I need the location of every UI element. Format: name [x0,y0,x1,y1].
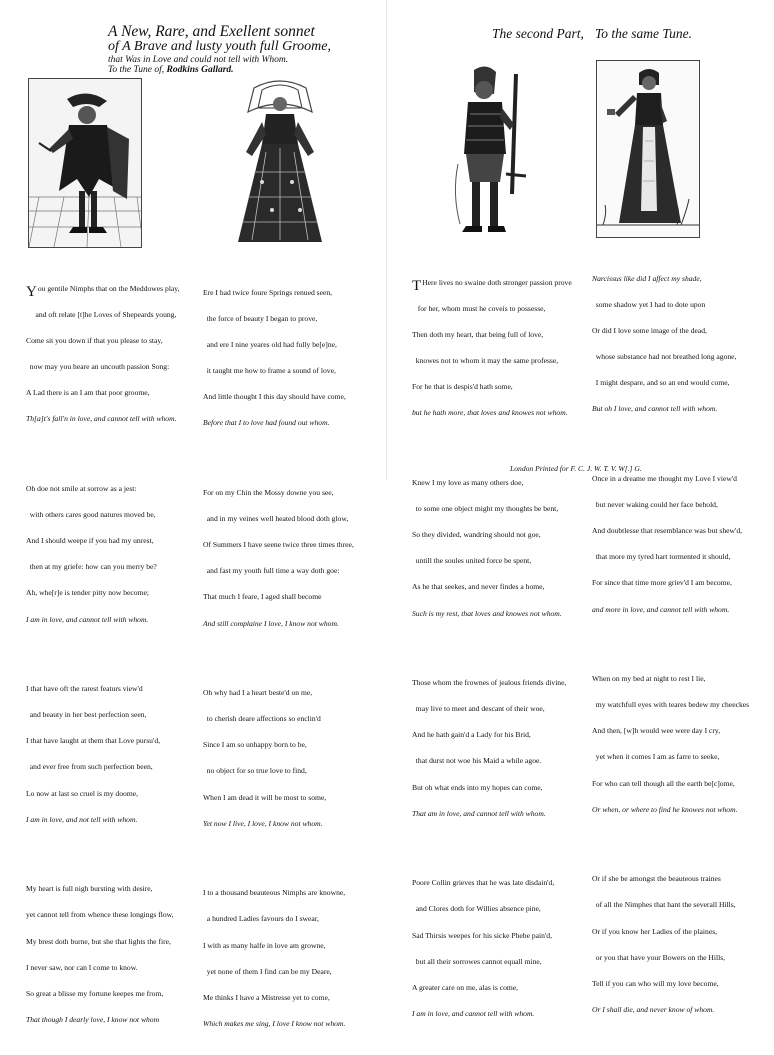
verse-line: that more my tyred hart tormented it should, [595,552,731,562]
stanza [592,658,772,832]
verse-refrain: But oh I love, and cannot tell with whom. [592,404,718,414]
verse-line: it taught me how to frame a sound of love, [206,366,336,376]
verse-line: And he hath gain'd a Lady for his Brid, [412,730,531,740]
verse-line: some shadow yet I had to dote upon [595,299,706,309]
verse-line: then at my griefe: how can you merry be? [29,562,157,572]
right-col1-verses [412,244,598,1045]
left-title-line2: of A Brave and lusty youth full Groome, [108,39,331,54]
stanza [203,672,385,846]
verse-line: knowes not to whom it may the same professe, [415,356,559,366]
verse-line: and oft relate [t]he Loves of Shepeards young, [35,309,177,319]
verse-line: to some one object might my thoughts be bent, [415,504,559,514]
verse-refrain: Which makes me sing, I love I know not whom. [203,1018,346,1028]
verse-line: Ah, whe[r]e is tender pitty now become; [26,588,149,598]
knight-woodcut [452,64,534,240]
stanza [412,261,598,435]
tune-prefix: To the Tune of, [108,65,165,75]
stanza [26,668,206,842]
verse-line: Knew I my love as many others doe, [412,477,524,487]
verse-line: with others cares good natures moved be, [29,510,156,520]
verse-refrain: I am in love, and not tell with whom. [26,814,138,824]
verse-line: yet cannot tell from whence these longings flow, [26,910,174,920]
colophon: London Printed for F. C. J. W. T. V. W[.] G. [510,464,642,473]
verse-line: yet none of them I find can be my Deare, [206,966,332,976]
verse-line: And little thought I this day should have come, [203,392,346,402]
verse-line: And doubtlesse that resemblance was but shew'd, [592,526,743,536]
verse-line: the force of beauty I began to prove, [206,313,318,323]
verse-line: As he that seekes, and never findes a home, [412,582,545,592]
verse-line: Ere I had twice foure Springs renued seen, [203,287,333,297]
verse-line: may live to meet and descant of their woe, [415,704,545,714]
verse-line: ou gentile Nimphs that on the Meddowes play, [37,283,180,293]
verse-refrain: That though I dearly love, I know not whom [26,1014,160,1024]
verse-line: So great a blisse my fortune keepes me from, [26,988,164,998]
verse-line: and beauty in her best perfection seen, [29,710,147,720]
verse-line: I that have laught at them that Love pursu'd, [26,736,161,746]
verse-line: I never saw, nor can I come to know. [26,962,138,972]
verse-refrain: And still complaine I love, I know not whom. [203,618,339,628]
stanza [26,267,206,441]
verse-refrain: Such is my rest, that loves and knowes not whom. [412,608,562,618]
verse-line: Here lives no swaine doth stronger passion prove [422,277,572,287]
verse-line: I that have oft the rarest featurs view'd [26,684,143,694]
verse-line: untill the soules united force be spent, [415,556,532,566]
verse-refrain: Th[a]t's fall'n in love, and cannot tell with whom. [26,414,177,424]
verse-line: When I am dead it will be most to some, [203,792,327,802]
verse-line: Narcissus like did I affect my shade, [592,273,702,283]
verse-line: When on my bed at night to rest I lie, [592,674,706,684]
verse-refrain: I am in love, and cannot tell with whom. [412,1008,535,1018]
stanza [592,858,772,1032]
verse-line: and ever free from such perfection been, [29,762,153,772]
dropcap: Y [26,283,37,300]
verse-line: For he that is despis'd hath some, [412,382,513,392]
verse-line: I might despare, and so an end would come, [595,378,730,388]
stanza [26,468,206,642]
verse-line: or you that have your Bowers on the Hills, [595,952,726,962]
right-title-part: The second Part, [492,26,584,41]
verse-line: whose substance had not breathed long agone, [595,352,737,362]
verse-line: now may you heare an uncouth passion Song: [29,362,170,372]
verse-line: and ere I nine yeares old had fully be[e]ne, [206,340,337,350]
verse-line: and Clores doth for Willies absence pine, [415,904,541,914]
lady-woodcut [232,82,328,248]
verse-line: Me thinks I have a Mistresse yet to come, [203,992,330,1002]
right-col2-verses [592,240,772,1041]
verse-line: and fast my youth full time a way doth goe: [206,566,340,576]
dropcap: T [412,277,422,294]
left-tune-line [108,65,234,75]
verse-line: A greater care on me, alas is come, [412,982,519,992]
stanza [203,271,385,445]
stanza [203,472,385,646]
verse-line: Since I am so unhappy born to be, [203,740,307,750]
verse-line: to cherish deare affections so enclin'd [206,714,321,724]
verse-refrain: Before that I to love had found out whom. [203,418,330,428]
verse-line: Come sit you down if that you please to stay, [26,336,163,346]
verse-line: Lo now at last so cruel is my doome, [26,788,138,798]
verse-line: Of Summers I have seene twice three times three, [203,540,354,550]
left-title-line1: A New, Rare, and Exellent sonnet [108,23,315,40]
verse-line: So they divided, wandring should not goe, [412,530,541,540]
verse-line: Once in a dreame me thought my Love I view'd [592,473,737,483]
verse-refrain: but he hath more, that loves and knowes not whom. [412,408,568,418]
verse-line: Or if she be amongst the beauteous traines [592,874,721,884]
verse-line: my watchfull eyes with teares bedew my cheeckes [595,700,750,710]
verse-refrain: I am in love, and cannot tell with whom. [26,614,149,624]
verse-refrain: Yet now I live, I love, I know not whom. [203,818,323,828]
stanza [203,872,385,1046]
left-col2-verses [203,254,385,1055]
stanza [412,662,598,836]
stanza [592,257,772,431]
verse-line: That much I feare, I aged shall become [203,592,322,602]
verse-line: and in my veines well heated blood doth glow, [206,514,349,524]
verse-line: My brest doth burne, but she that lights the fire, [26,936,171,946]
verse-line: But oh what ends into my hopes can come, [412,782,543,792]
stanza [412,862,598,1036]
man-woodcut [28,78,142,248]
verse-line: a hundred Ladies favours do I swear, [206,914,319,924]
stanza [412,462,598,636]
stanza [26,868,206,1042]
right-title-tune: To the same Tune. [595,26,693,41]
verse-line: no object for so true love to find, [206,766,307,776]
verse-refrain: Or when, or where to find he knowes not whom. [592,804,738,814]
verse-line: For on my Chin the Mossy downe you see, [203,487,334,497]
verse-line: For who can tell though all the earth be[c]ome, [592,778,735,788]
verse-line: And then, [w]h would wee were day I cry, [592,726,721,736]
tune-name: Rodkins Gallard. [166,65,234,75]
verse-line: I to a thousand beauteous Nimphs are knowne, [203,888,346,898]
verse-line: I with as many halfe in love am growne, [203,940,326,950]
verse-line: Oh why had I a heart beste'd on me, [203,688,313,698]
verse-line: My heart is full nigh bursting with desire, [26,884,153,894]
verse-line: but never waking could her face behold, [595,500,718,510]
verse-line: yet when it comes I am as farre to seeke, [595,752,720,762]
verse-line: Tell if you can who will my love become, [592,978,719,988]
page-fold [386,0,387,480]
verse-line: Sad Thirsis weepes for his sicke Phebe pain'd, [412,930,552,940]
left-col1-verses [26,250,206,1051]
verse-refrain: That am in love, and cannot tell with whom. [412,808,546,818]
verse-refrain: Or I shall die, and never know of whom. [592,1004,715,1014]
verse-line: Oh doe not smile at sorrow as a jest: [26,483,137,493]
left-title-line3: that Was in Love and could not tell with Whom. [108,55,289,65]
verse-line: Then doth my heart, that being full of love, [412,330,544,340]
verse-line: Those whom the frownes of jealous friends divine, [412,678,567,688]
verse-line: For since that time more griev'd I am become, [592,578,732,588]
verse-line: Or did I love some image of the dead, [592,326,707,336]
verse-line: A Lad there is an I am that poor groome, [26,388,150,398]
verse-line: for her, whom must he coveis to possesse, [417,303,546,313]
verse-refrain: and more in love, and cannot tell with whom. [592,604,730,614]
stanza [592,458,772,632]
verse-line: Or if you know her Ladies of the plaines, [592,926,718,936]
verse-line: Poore Collin grieves that he was late disdain'd, [412,878,555,888]
verse-line: that durst not woe his Maid a while agoe. [415,756,542,766]
maiden-woodcut [596,60,700,238]
verse-line: but all their sorrowes cannot equall mine, [415,956,542,966]
verse-line: of all the Nimphes that hant the severall Hills, [595,900,736,910]
verse-line: And I should weepe if you had my unrest, [26,536,154,546]
